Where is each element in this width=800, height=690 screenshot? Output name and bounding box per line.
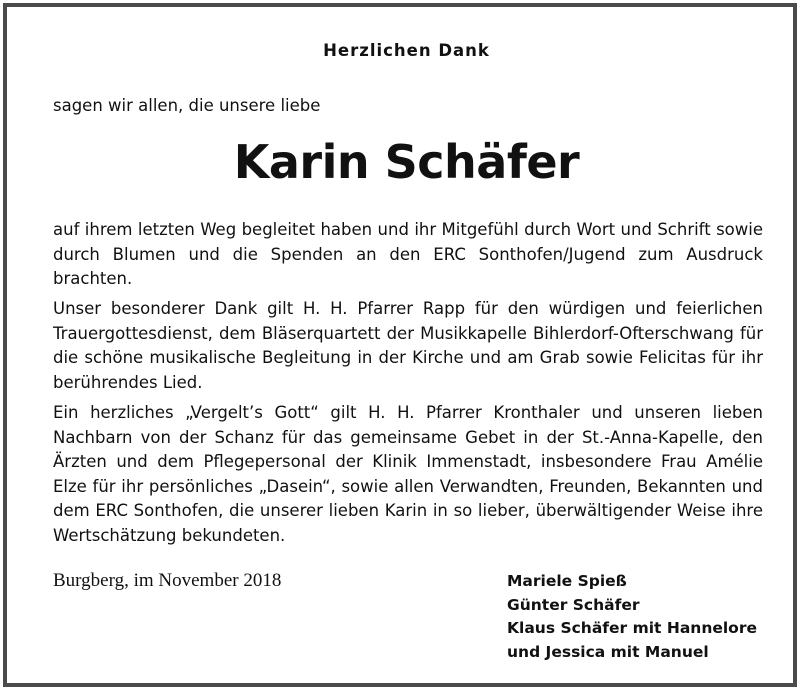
paragraph-3: Ein herzliches „Vergelt’s Gott“ gilt H. H. Pfarrer Kronthaler und unseren lieben Nachbarn von der Schanz für das gemeinsame Gebet in der St.-Anna-Kapelle, den Ärzten und dem Pflegepersonal der Klinik Immenstadt, insbesondere Frau Amélie Elze für ihr persönliches „Dasein“, sowie allen Verwandten, Freunden, Bekannten und dem ERC Sonthofen, die unserer lieben Karin in so lieber, überwältigender Weise ihre Wertschätzung bekundeten. [53, 403, 763, 545]
signers-list [507, 570, 757, 664]
paragraph-1: auf ihrem letzten Weg begleitet haben und ihr Mitgefühl durch Wort und Schrift sowie durch Blumen und die Spenden an den ERC Sonthofen/Jugend zum Ausdruck brachten. [53, 220, 763, 288]
notice-heading: Herzlichen Dank [323, 41, 490, 60]
intro-text: sagen wir allen, die unsere liebe [53, 96, 321, 115]
paragraph-2: Unser besonderer Dank gilt H. H. Pfarrer Rapp für den würdigen und feierlichen Trauergottesdienst, dem Bläserquartett der Musikkapelle Bihlerdorf-Ofterschwang für die schöne musikalische Begleitung in der Kirche und am Grab sowie Felicitas für ihr berührendes Lied. [53, 299, 763, 392]
signer-2: Günter Schäfer [507, 595, 640, 614]
signer-1: Mariele Spieß [507, 572, 627, 590]
notice-frame [3, 3, 797, 687]
deceased-name: Karin Schäfer [233, 135, 580, 189]
signer-4: und Jessica mit Manuel [507, 642, 709, 661]
signer-3: Klaus Schäfer mit Hannelore [507, 619, 757, 637]
place-date: Burgberg, im November 2018 [53, 570, 282, 591]
